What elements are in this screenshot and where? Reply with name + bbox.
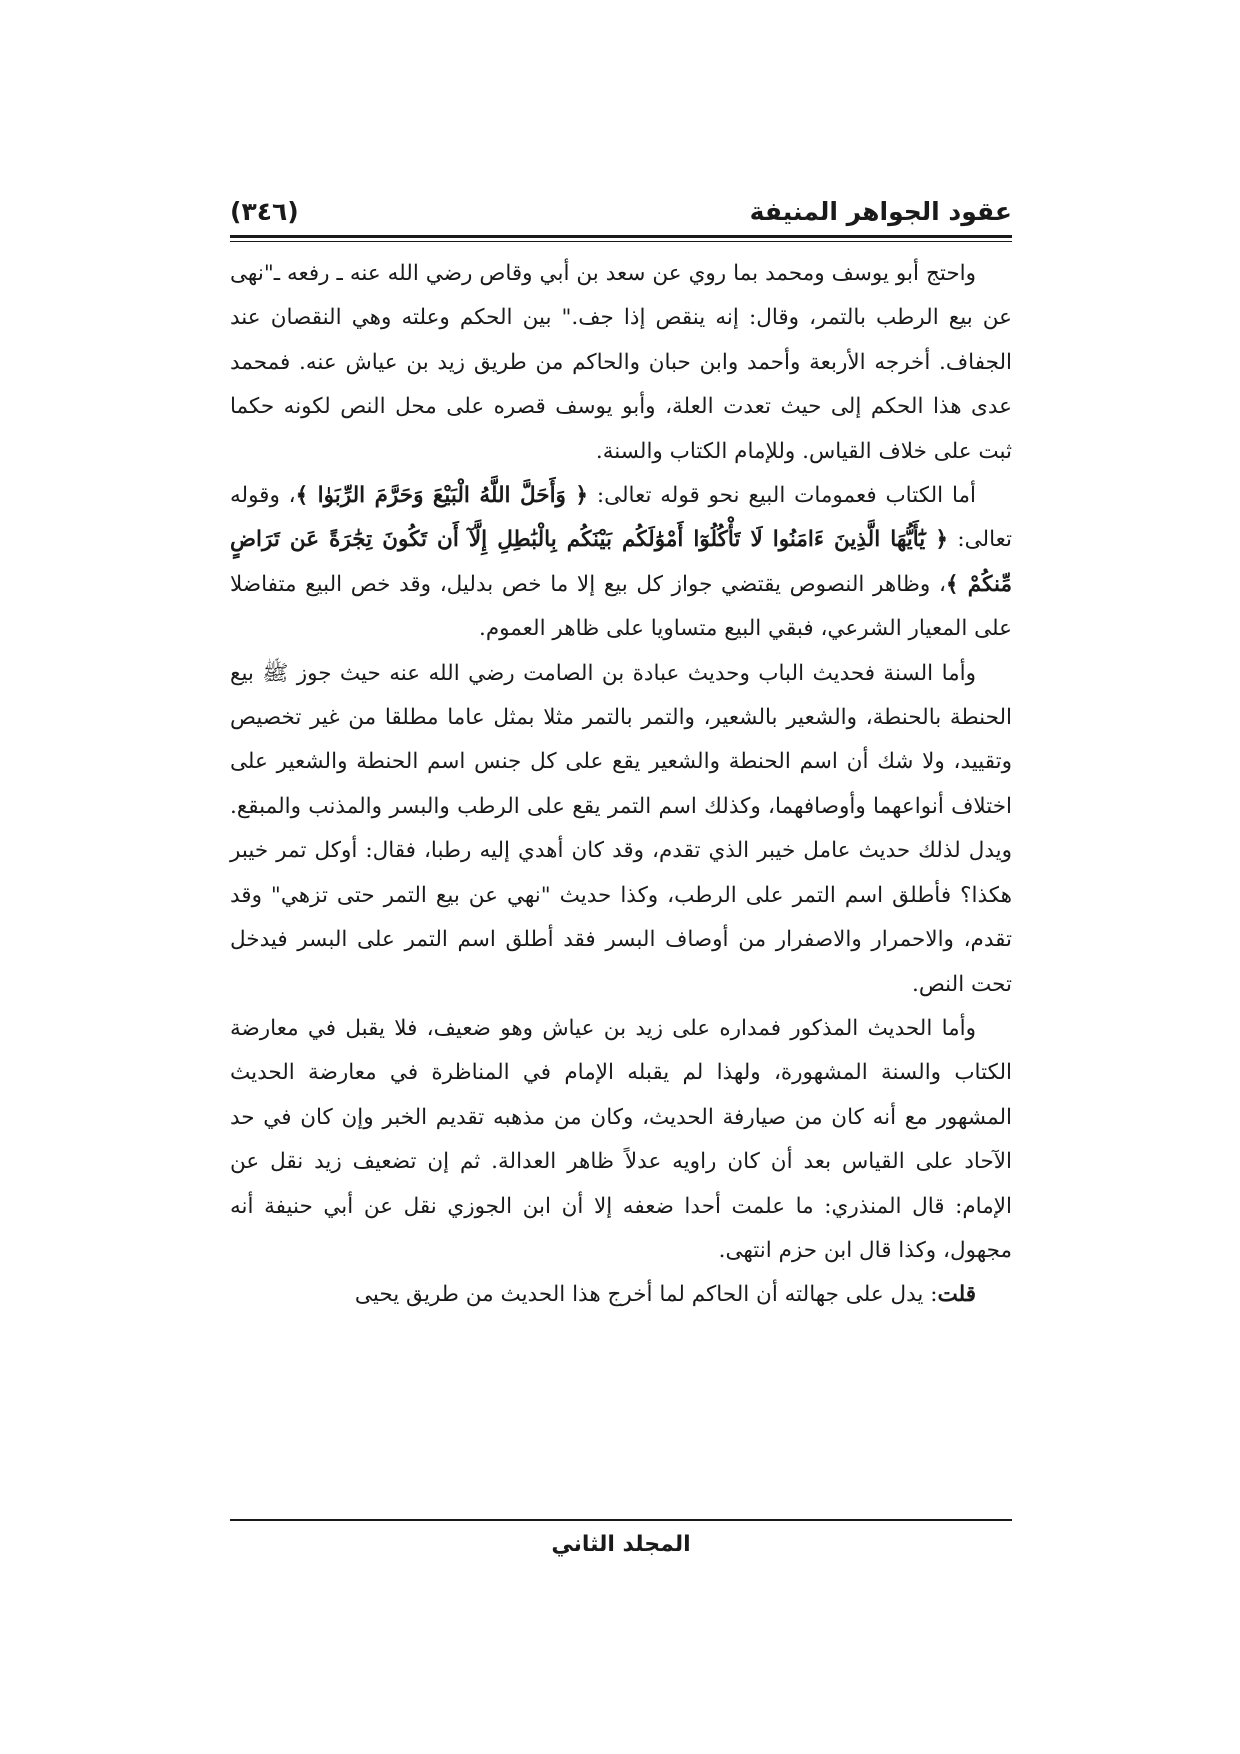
paragraph-5-text: : يدل على جهالته أن الحاكم لما أخرج هذا الحديث من طريق يحيى	[354, 1282, 938, 1308]
main-text	[230, 252, 1012, 1318]
paragraph-2-part-2: ، وقوله تعالى:	[230, 483, 1012, 553]
page-header	[230, 190, 1012, 232]
paragraph-5	[230, 1273, 1012, 1317]
header-rule-thin	[230, 241, 1012, 242]
footer-rule	[230, 1519, 1012, 1521]
quran-verse-2: ﴿ يَٰٓأَيُّهَا الَّذِينَ ءَامَنُوا لَا تَأْكُلُوٓا أَمْوَٰلَكُم بَيْنَكُم بِالْبَٰطِلِ إِلَّآ أَن تَكُونَ تِجَٰرَةً عَن تَرَاضٍ مِّنكُمْ ﴾	[230, 527, 1012, 597]
paragraph-5-lead: قلت	[937, 1282, 976, 1308]
paragraph-4: وأما الحديث المذكور فمداره على زيد بن عياش وهو ضعيف، فلا يقبل في معارضة الكتاب والسنة المشهورة، ولهذا لم يقبله الإمام في المناظرة في معارضة الحديث المشهور مع أنه كان من صيارفة الحديث، وكان من مذهبه تقديم الخبر وإن كان في حد الآحاد على القياس بعد أن كان راويه عدلاً ظاهر العدالة. ثم إن تضعيف زيد نقل عن الإمام: قال المنذري: ما علمت أحدا ضعفه إلا أن ابن الجوزي نقل عن أبي حنيفة أنه مجهول، وكذا قال ابن حزم انتهى.	[230, 1015, 1012, 1263]
page-number: (٣٤٦)	[230, 196, 299, 226]
quran-verse-1: ﴿ وَأَحَلَّ اللَّهُ الْبَيْعَ وَحَرَّمَ الرِّبَوٰا ﴾	[295, 483, 588, 509]
paragraph-2	[230, 474, 1012, 652]
paragraph-1: واحتج أبو يوسف ومحمد بما روي عن سعد بن أبي وقاص رضي الله عنه ـ رفعه ـ"نهى عن بيع الرطب بالتمر، وقال: إنه ينقص إذا جف." بين الحكم وعلته وهي النقصان عند الجفاف. أخرجه الأربعة وأحمد وابن حبان والحاكم من طريق زيد بن عياش عنه. فمحمد عدى هذا الحكم إلى حيث تعدت العلة، وأبو يوسف قصره على محل النص لكونه حكما ثبت على خلاف القياس. وللإمام الكتاب والسنة.	[230, 261, 1013, 464]
paragraph-3: وأما السنة فحديث الباب وحديث عبادة بن الصامت رضي الله عنه حيث جوز ﷺ بيع الحنطة بالحنطة، والشعير بالشعير، والتمر بالتمر مثلا بمثل عاما مطلقا من غير تخصيص وتقييد، ولا شك أن اسم الحنطة والشعير يقع على كل جنس اسم الحنطة والشعير على اختلاف أنواعهما وأوصافهما، وكذلك اسم التمر يقع على الرطب والبسر والمذنب والمبقع. ويدل لذلك حديث عامل خيبر الذي تقدم، وقد كان أهدي إليه رطبا، فقال: أوكل تمر خيبر هكذا؟ فأطلق اسم التمر على الرطب، وكذا حديث "نهي عن بيع التمر حتى تزهي" وقد تقدم، والاحمرار والاصفرار من أوصاف البسر فقد أطلق اسم التمر على البسر فيدخل تحت النص.	[230, 660, 1012, 997]
paragraph-2-part-1: أما الكتاب فعمومات البيع نحو قوله تعالى:	[596, 483, 976, 509]
book-title: عقود الجواهر المنيفة	[749, 196, 1012, 226]
header-rule-thick	[230, 235, 1012, 238]
paragraph-2-part-3: ، وظاهر النصوص يقتضي جواز كل بيع إلا ما خص بدليل، وقد خص البيع متفاضلا على المعيار الشرعي، فبقي البيع متساويا على ظاهر العموم.	[230, 571, 1012, 642]
volume-label: المجلد الثاني	[551, 1532, 691, 1557]
